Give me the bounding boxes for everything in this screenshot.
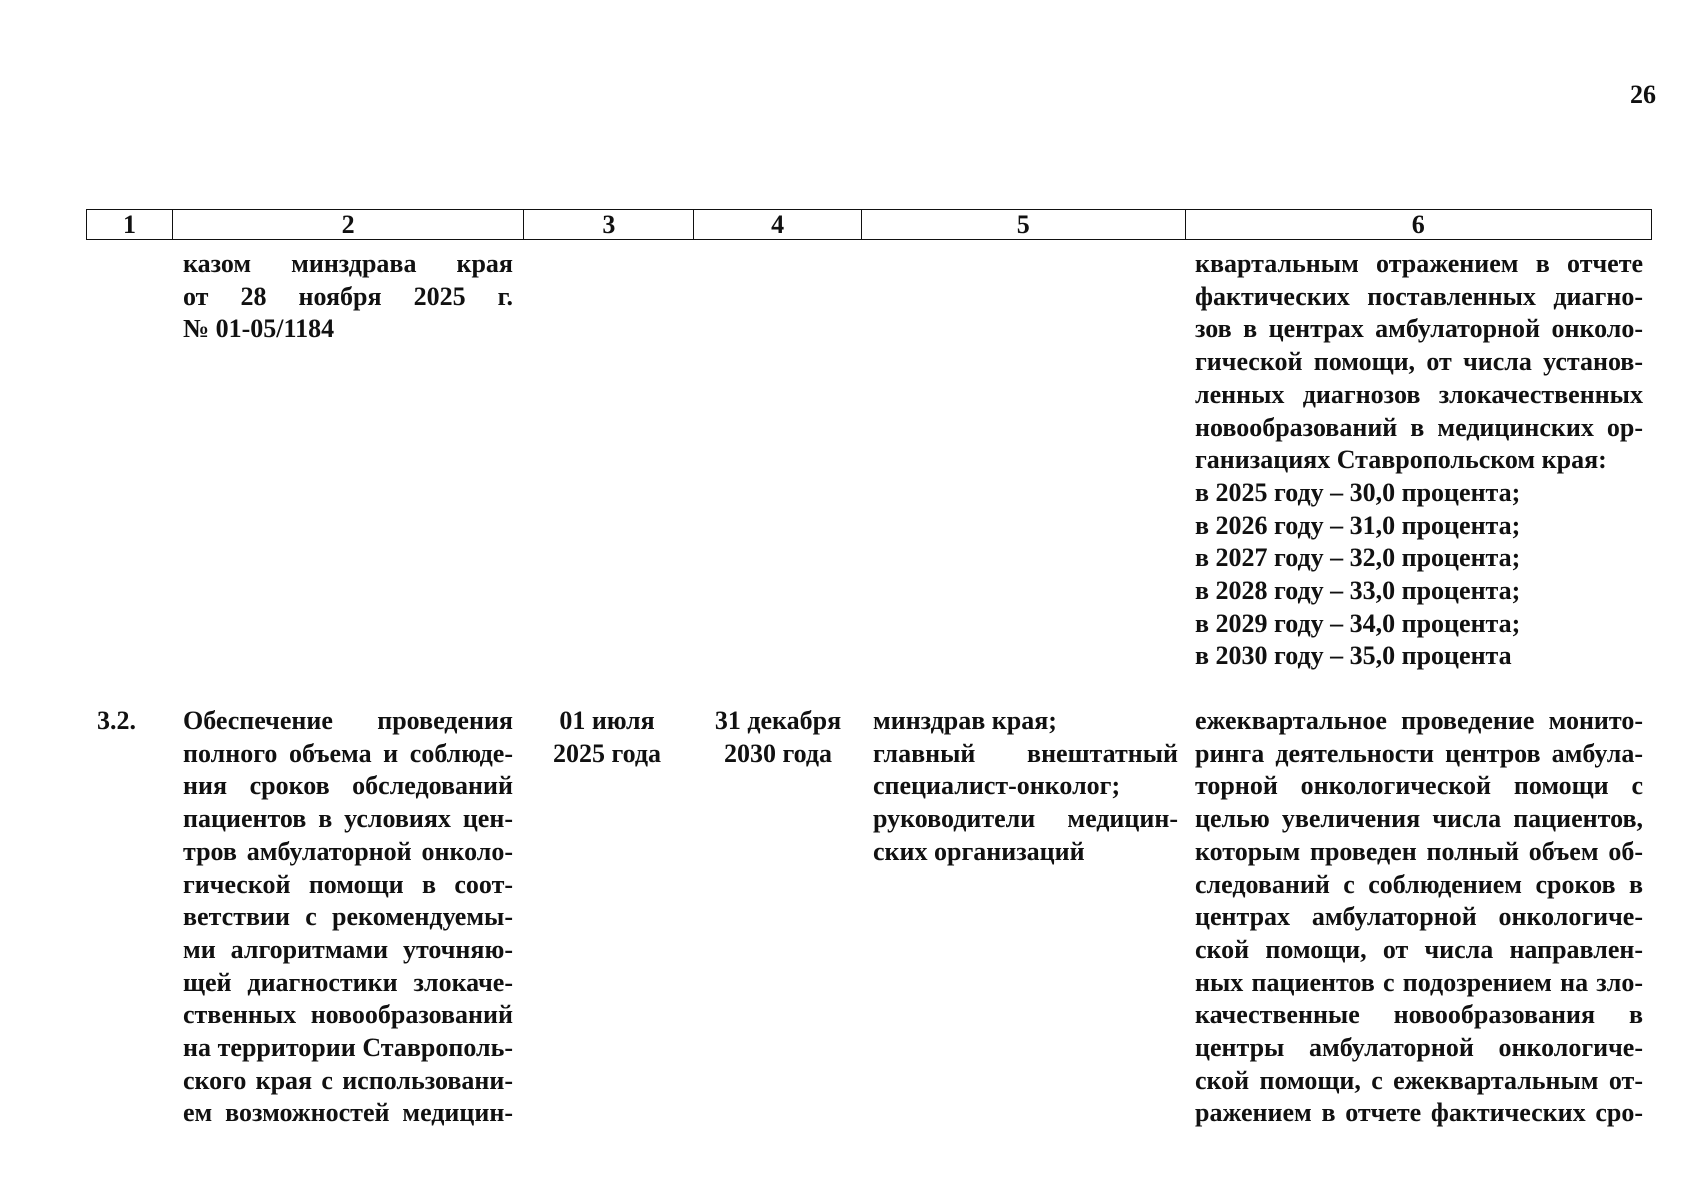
text-line: ленных диагнозов злокачественных [1195,379,1643,409]
text-line: ежеквартальное проведение монито- [1195,706,1643,735]
header-col-3: 3 [524,210,694,239]
text-line: ния сроков обследований [183,771,513,801]
text-line: торной онкологической помощи с [1195,771,1643,801]
text-line: новообразований в медицинских ор- [1195,412,1643,442]
text-line: ем возможностей медицин- [183,1098,513,1128]
text-line: в 2028 году – 33,0 процента; [1195,576,1521,606]
text-line: в 2030 году – 35,0 процента [1195,641,1512,671]
text-line: специалист-онколог; [873,771,1121,801]
text-line: зов в центрах амбулаторной онколо- [1195,314,1643,344]
text-line: от 28 ноября 2025 г. [183,281,513,311]
text-line: полного объема и соблюде- [183,738,513,768]
table-header-row [86,209,1652,240]
header-col-4: 4 [694,210,862,239]
text-line: тров амбулаторной онколо- [183,836,513,866]
text-line: ственных новообразований [183,1000,513,1030]
text-line: 31 декабря [714,706,842,735]
header-col-2: 2 [173,210,525,239]
text-line: ских организаций [873,836,1085,866]
text-line: в 2025 году – 30,0 процента; [1195,477,1521,507]
header-col-6: 6 [1411,210,1425,239]
row-3-2-end-date [703,705,853,770]
text-line: следований с соблюдением сроков в [1195,869,1643,899]
cont-row-col-6 [1195,248,1643,673]
header-col-1: 1 [87,210,173,239]
text-line: руководители медицин- [873,804,1178,834]
text-line: в 2027 году – 32,0 процента; [1195,543,1521,573]
text-line: пациентов в условиях цен- [183,804,513,834]
text-line: ми алгоритмами уточняю- [183,934,513,964]
text-line: в 2029 году – 34,0 процента; [1195,608,1521,638]
row-3-2-number [97,705,167,738]
text-line: минздрав края; [873,706,1057,735]
cont-row-col-2 [183,248,513,346]
text-line: Обеспечение проведения [183,706,513,735]
text-line: ринга деятельности центров амбула- [1195,738,1643,768]
text-line: ганизациях Ставропольском края: [1195,445,1607,475]
row-3-2-start-date [532,705,682,770]
row-number: 3.2. [97,706,136,735]
text-line: казом минздрава края [183,249,513,278]
text-line: которым проведен полный объем об- [1195,836,1643,866]
text-line: гической помощи, от числа установ- [1195,347,1643,377]
text-line: 2025 года [552,738,662,768]
text-line: щей диагностики злокаче- [183,967,513,997]
text-line: ской помощи, от числа направлен- [1195,934,1643,964]
text-line: № 01-05/1184 [183,314,335,344]
text-line: квартальным отражением в отчете [1195,249,1643,278]
text-line: гической помощи в соот- [183,869,513,899]
row-3-2-col-6 [1195,705,1643,1130]
text-line: качественные новообразования в [1195,1000,1643,1030]
text-line: 01 июля [559,706,655,735]
page-number: 26 [1630,80,1656,109]
row-3-2-col-5 [873,705,1178,869]
text-line: центры амбулаторной онкологиче- [1195,1033,1643,1063]
text-line: в 2026 году – 31,0 процента; [1195,510,1521,540]
text-line: ражением в отчете фактических сро- [1195,1098,1643,1128]
text-line: центрах амбулаторной онкологиче- [1195,902,1643,932]
text-line: ветствии с рекомендуемы- [183,902,513,932]
text-line: фактических поставленных диагно- [1195,281,1643,311]
text-line: ской помощи, с ежеквартальным от- [1195,1065,1643,1095]
row-3-2-col-2 [183,705,513,1130]
text-line: 2030 года [723,738,833,768]
text-line: на территории Ставрополь- [183,1033,513,1063]
text-line: главный внештатный [873,738,1178,768]
text-line: целью увеличения числа пациентов, [1195,804,1643,834]
header-col-5: 5 [862,210,1186,239]
text-line: ных пациентов с подозрением на зло- [1195,967,1643,997]
text-line: ского края с использовани- [183,1065,513,1095]
